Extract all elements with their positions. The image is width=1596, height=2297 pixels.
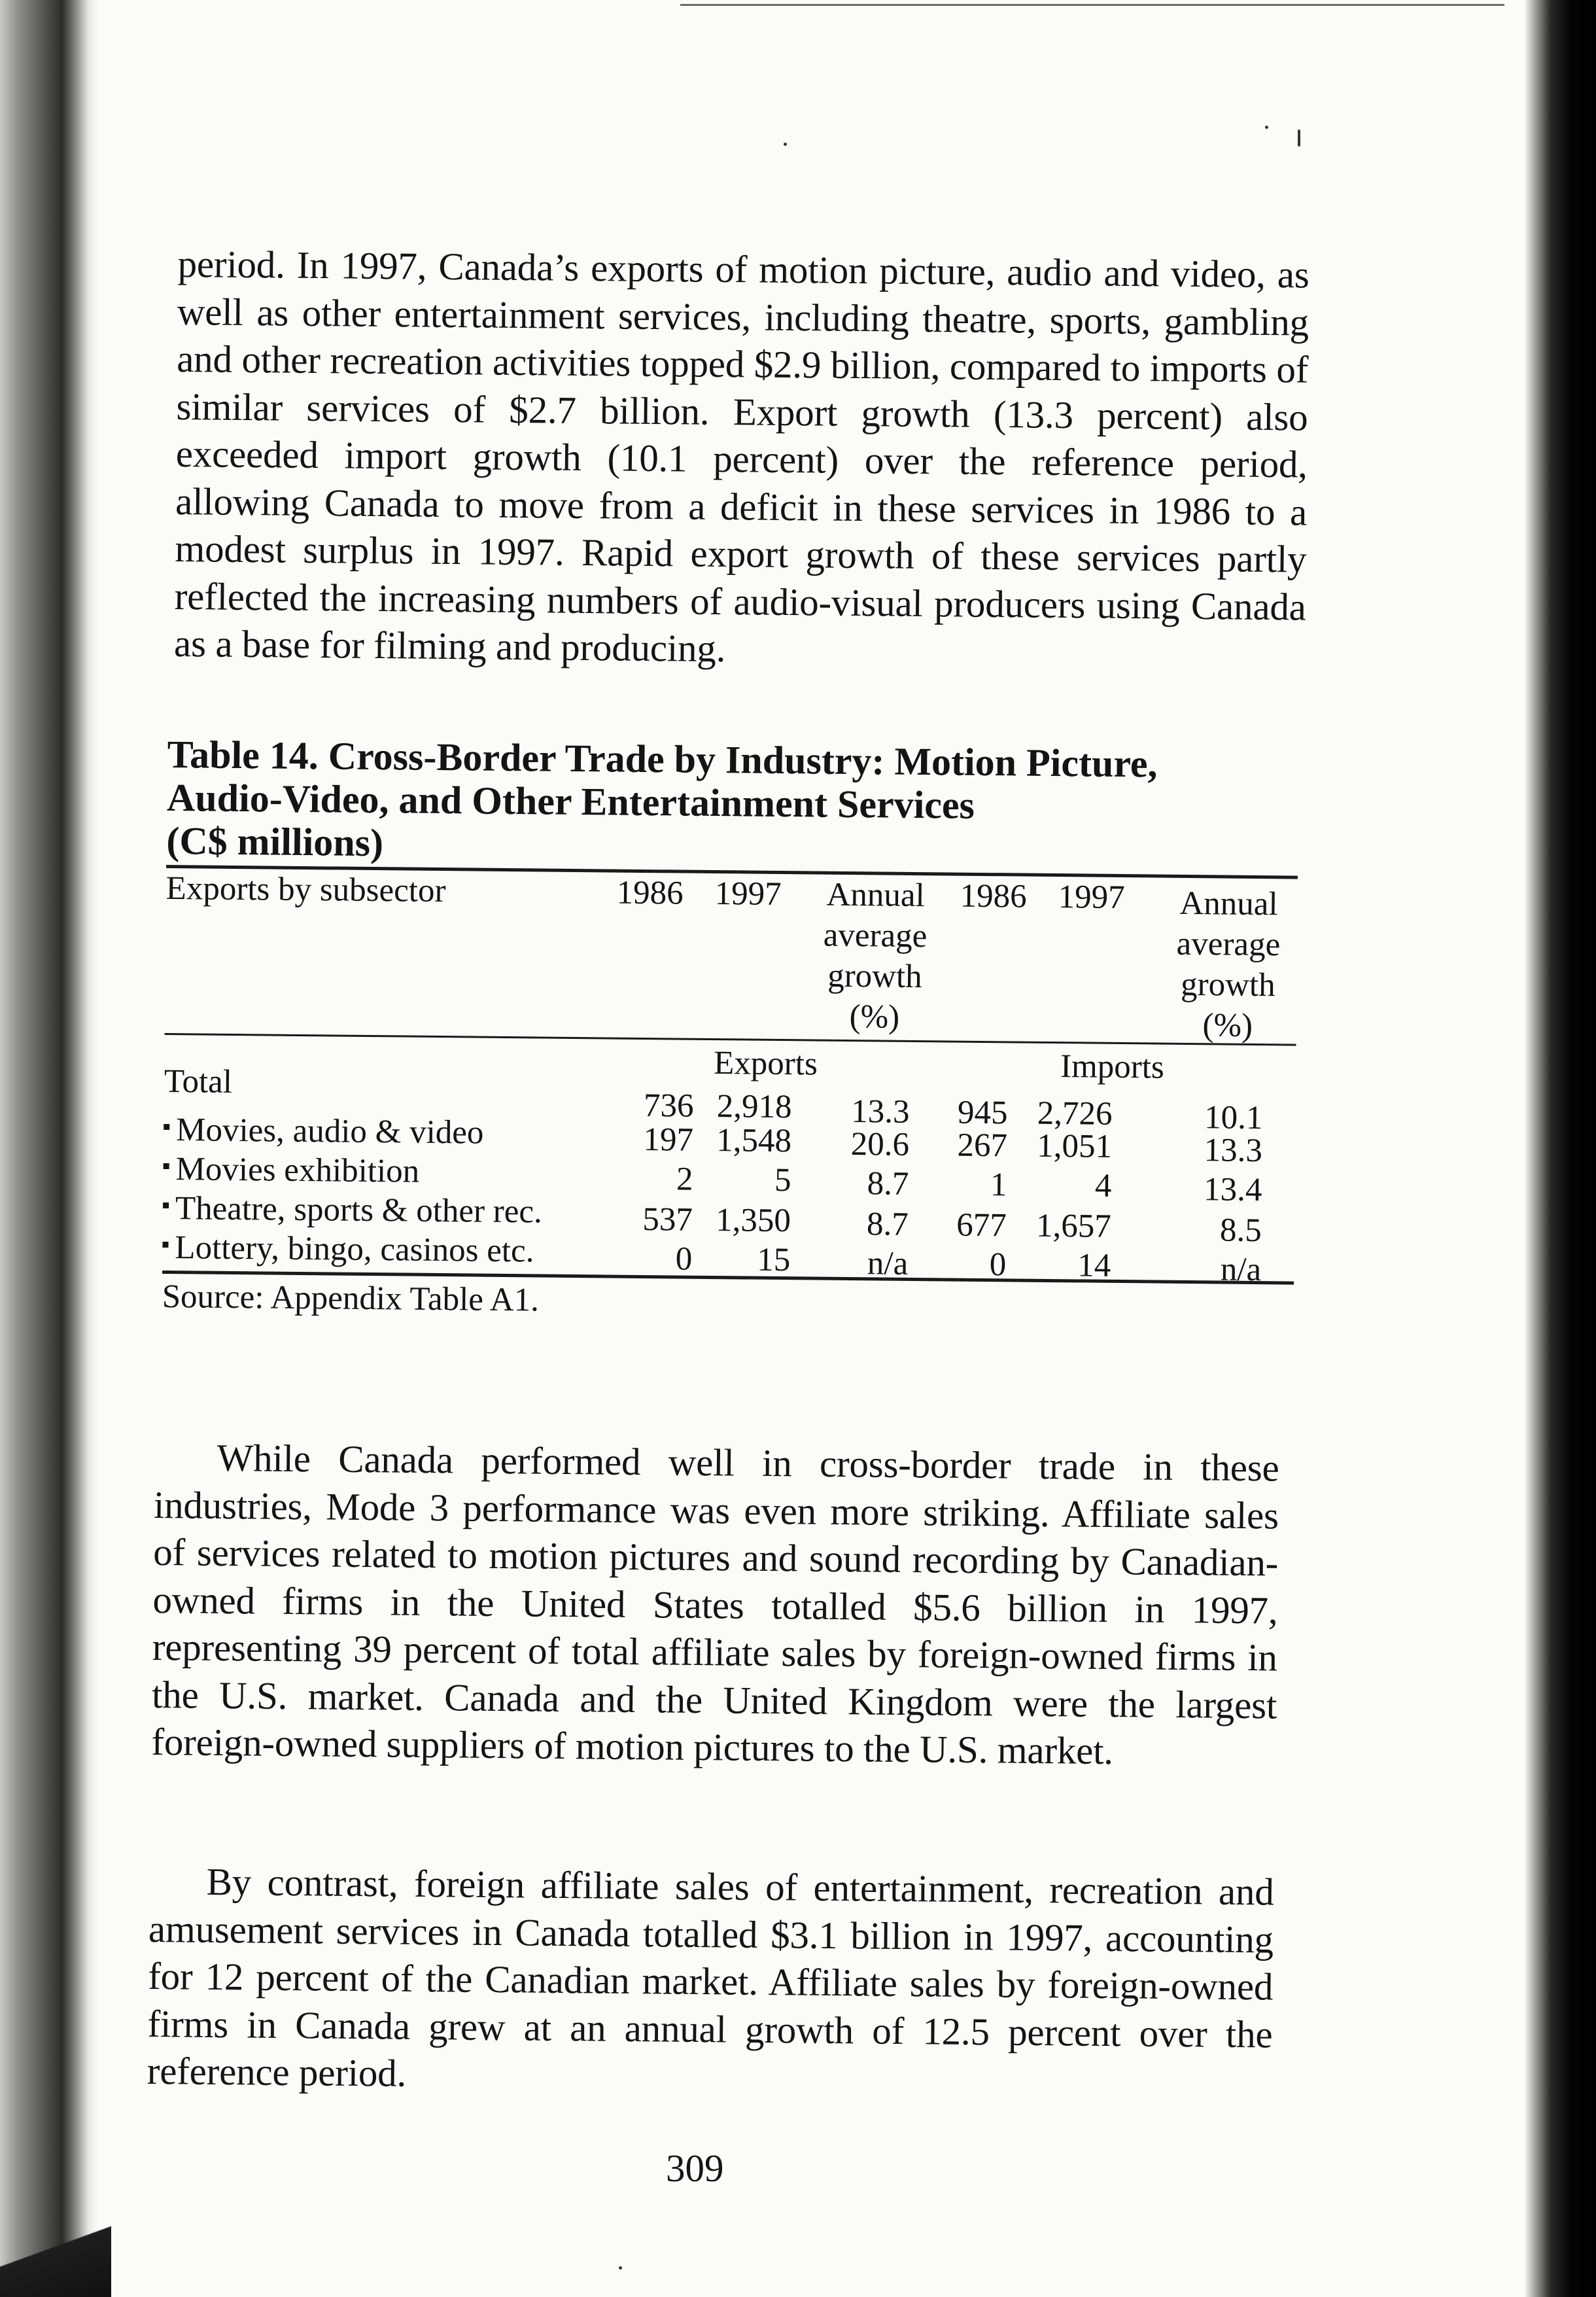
row-movies-exhibition-exports-1986: 2 bbox=[676, 1161, 693, 1198]
header-subsector-label: Exports by subsector bbox=[165, 869, 446, 910]
paragraph-trade-overview: period. In 1997, Canada’s exports of motion picture, audio and video, as well as other entertainment services, including theatre, sports, gambling and other recreation activities topped $2.9 billion, compared to imports of similar services of $2.7 billion. Export growth (13.3 percent) also exceeded import growth (10.1 percent) over the reference period, allowing Canada to move from a deficit in these services in 1986 to a modest surplus in 1997. Rapid export growth of these services partly reflected the increasing numbers of audio-visual producers using Canada as a base for filming and producing. bbox=[173, 241, 1310, 671]
row-movies-audio-video-exports-growth: 20.6 bbox=[850, 1126, 910, 1163]
row-movies-audio-video-exports-1997: 1,548 bbox=[716, 1122, 792, 1160]
row-theatre-sports-imports-1997: 1,657 bbox=[1035, 1207, 1112, 1245]
bullet-icon bbox=[163, 1202, 169, 1208]
row-theatre-sports-imports-growth: 8.5 bbox=[1219, 1212, 1262, 1250]
scan-speck bbox=[1265, 126, 1268, 129]
row-total-exports-1997: 2,918 bbox=[716, 1088, 792, 1126]
header-growth-imports bbox=[1158, 883, 1297, 1047]
row-total-imports-1997: 2,726 bbox=[1037, 1095, 1113, 1132]
top-edge-line bbox=[680, 4, 1504, 6]
paragraph-mode-3-performance: While Canada performed well in cross-border trade in these industries, Mode 3 performance was even more striking. Affiliate sales of services related to motion pictures and sound recording by Canadian-owned firms in the United States totalled $5.6 billion in 1997, representing 39 percent of total affiliate sales by foreign-owned firms in the U.S. market. Canada and the United Kingdom were the largest foreign-owned suppliers of motion pictures to the U.S. market. bbox=[151, 1435, 1279, 1773]
row-movies-exhibition-label bbox=[163, 1149, 419, 1192]
table-source-note: Source: Appendix Table A1. bbox=[162, 1278, 540, 1319]
row-lottery-imports-growth: n/a bbox=[1220, 1251, 1262, 1289]
table-title-line-1: Table 14. Cross-Border Trade by Industry: Motion Picture, bbox=[167, 733, 1158, 786]
scan-mark bbox=[1298, 130, 1300, 147]
header-growth-imports-line-3: growth bbox=[1180, 966, 1275, 1004]
bullet-icon bbox=[164, 1124, 169, 1130]
row-total-label: Total bbox=[164, 1062, 233, 1100]
scan-speck bbox=[619, 2266, 622, 2270]
row-lottery-imports-1997: 14 bbox=[1077, 1247, 1111, 1284]
row-movies-audio-video-exports-1986: 197 bbox=[643, 1121, 694, 1159]
header-1997-exports: 1997 bbox=[714, 875, 782, 913]
header-growth-imports-line-4: (%) bbox=[1202, 1007, 1253, 1044]
header-growth-exports bbox=[803, 874, 948, 1038]
binding-edge bbox=[0, 0, 98, 2297]
paragraph-foreign-affiliate-sales: By contrast, foreign affiliate sales of entertainment, recreation and amusement services in Canada totalled $3.1 billion in 1997, accounting for 12 percent of the Canadian market. Affiliate sales by foreign-owned firms in Canada grew at an annual growth of 12.5 percent over the reference period. bbox=[147, 1859, 1274, 2095]
scan-speck bbox=[784, 143, 787, 146]
row-theatre-sports-imports-1986: 677 bbox=[956, 1206, 1007, 1244]
row-total-exports-growth: 13.3 bbox=[850, 1093, 910, 1131]
header-1997-imports: 1997 bbox=[1058, 879, 1125, 917]
row-movies-audio-video-name: Movies, audio & video bbox=[175, 1112, 484, 1151]
table-title-line-3: (C$ millions) bbox=[166, 818, 384, 865]
header-1986-imports: 1986 bbox=[960, 877, 1027, 915]
row-total-imports-growth: 10.1 bbox=[1204, 1099, 1263, 1137]
header-growth-imports-line-1: Annual bbox=[1179, 885, 1278, 923]
row-movies-audio-video-label bbox=[164, 1110, 484, 1153]
table-14 bbox=[162, 733, 1298, 1328]
header-growth-imports-line-2: average bbox=[1176, 925, 1281, 964]
header-growth-exports-line-2: average bbox=[823, 917, 928, 955]
row-lottery-name: Lottery, bingo, casinos etc. bbox=[175, 1229, 534, 1270]
row-lottery-imports-1986: 0 bbox=[989, 1246, 1007, 1284]
group-label-imports: Imports bbox=[1060, 1048, 1165, 1086]
scanner-shadow bbox=[1524, 0, 1596, 2297]
table-header bbox=[165, 868, 1298, 1043]
header-growth-exports-line-3: growth bbox=[827, 957, 922, 996]
row-movies-exhibition-imports-1997: 4 bbox=[1094, 1167, 1112, 1204]
row-theatre-sports-exports-1986: 537 bbox=[642, 1201, 693, 1238]
row-movies-exhibition-exports-1997: 5 bbox=[774, 1161, 791, 1199]
page-corner-shadow bbox=[0, 2218, 111, 2297]
page-number: 309 bbox=[666, 2147, 724, 2190]
row-lottery-exports-1997: 15 bbox=[757, 1241, 791, 1279]
bullet-icon bbox=[162, 1242, 168, 1248]
row-total-imports-1986: 945 bbox=[957, 1094, 1008, 1132]
group-label-exports: Exports bbox=[713, 1045, 818, 1083]
header-1986-exports: 1986 bbox=[616, 874, 684, 912]
row-theatre-sports-name: Theatre, sports & other rec. bbox=[175, 1190, 543, 1231]
row-lottery-label bbox=[162, 1227, 534, 1271]
row-movies-audio-video-imports-growth: 13.3 bbox=[1204, 1132, 1263, 1170]
row-lottery-exports-1986: 0 bbox=[675, 1240, 693, 1278]
table-title-line-2: Audio-Video, and Other Entertainment Services bbox=[166, 775, 975, 827]
table-body bbox=[162, 868, 1298, 1328]
row-movies-exhibition-imports-growth: 13.4 bbox=[1203, 1171, 1262, 1209]
table-title bbox=[166, 733, 1299, 873]
row-movies-audio-video-imports-1997: 1,051 bbox=[1036, 1127, 1113, 1165]
row-theatre-sports-exports-growth: 8.7 bbox=[866, 1206, 909, 1243]
row-theatre-sports-label bbox=[163, 1188, 542, 1233]
row-lottery-exports-growth: n/a bbox=[867, 1245, 909, 1282]
row-movies-exhibition-imports-1986: 1 bbox=[990, 1166, 1007, 1204]
row-total-exports-1986: 736 bbox=[643, 1087, 694, 1125]
row-theatre-sports-exports-1997: 1,350 bbox=[715, 1202, 791, 1240]
header-growth-exports-line-4: (%) bbox=[849, 998, 900, 1036]
row-movies-exhibition-name: Movies exhibition bbox=[175, 1151, 420, 1190]
bullet-icon bbox=[164, 1163, 169, 1169]
header-growth-exports-line-1: Annual bbox=[826, 876, 925, 915]
row-movies-audio-video-imports-1986: 267 bbox=[957, 1127, 1008, 1165]
row-movies-exhibition-exports-growth: 8.7 bbox=[867, 1165, 909, 1202]
